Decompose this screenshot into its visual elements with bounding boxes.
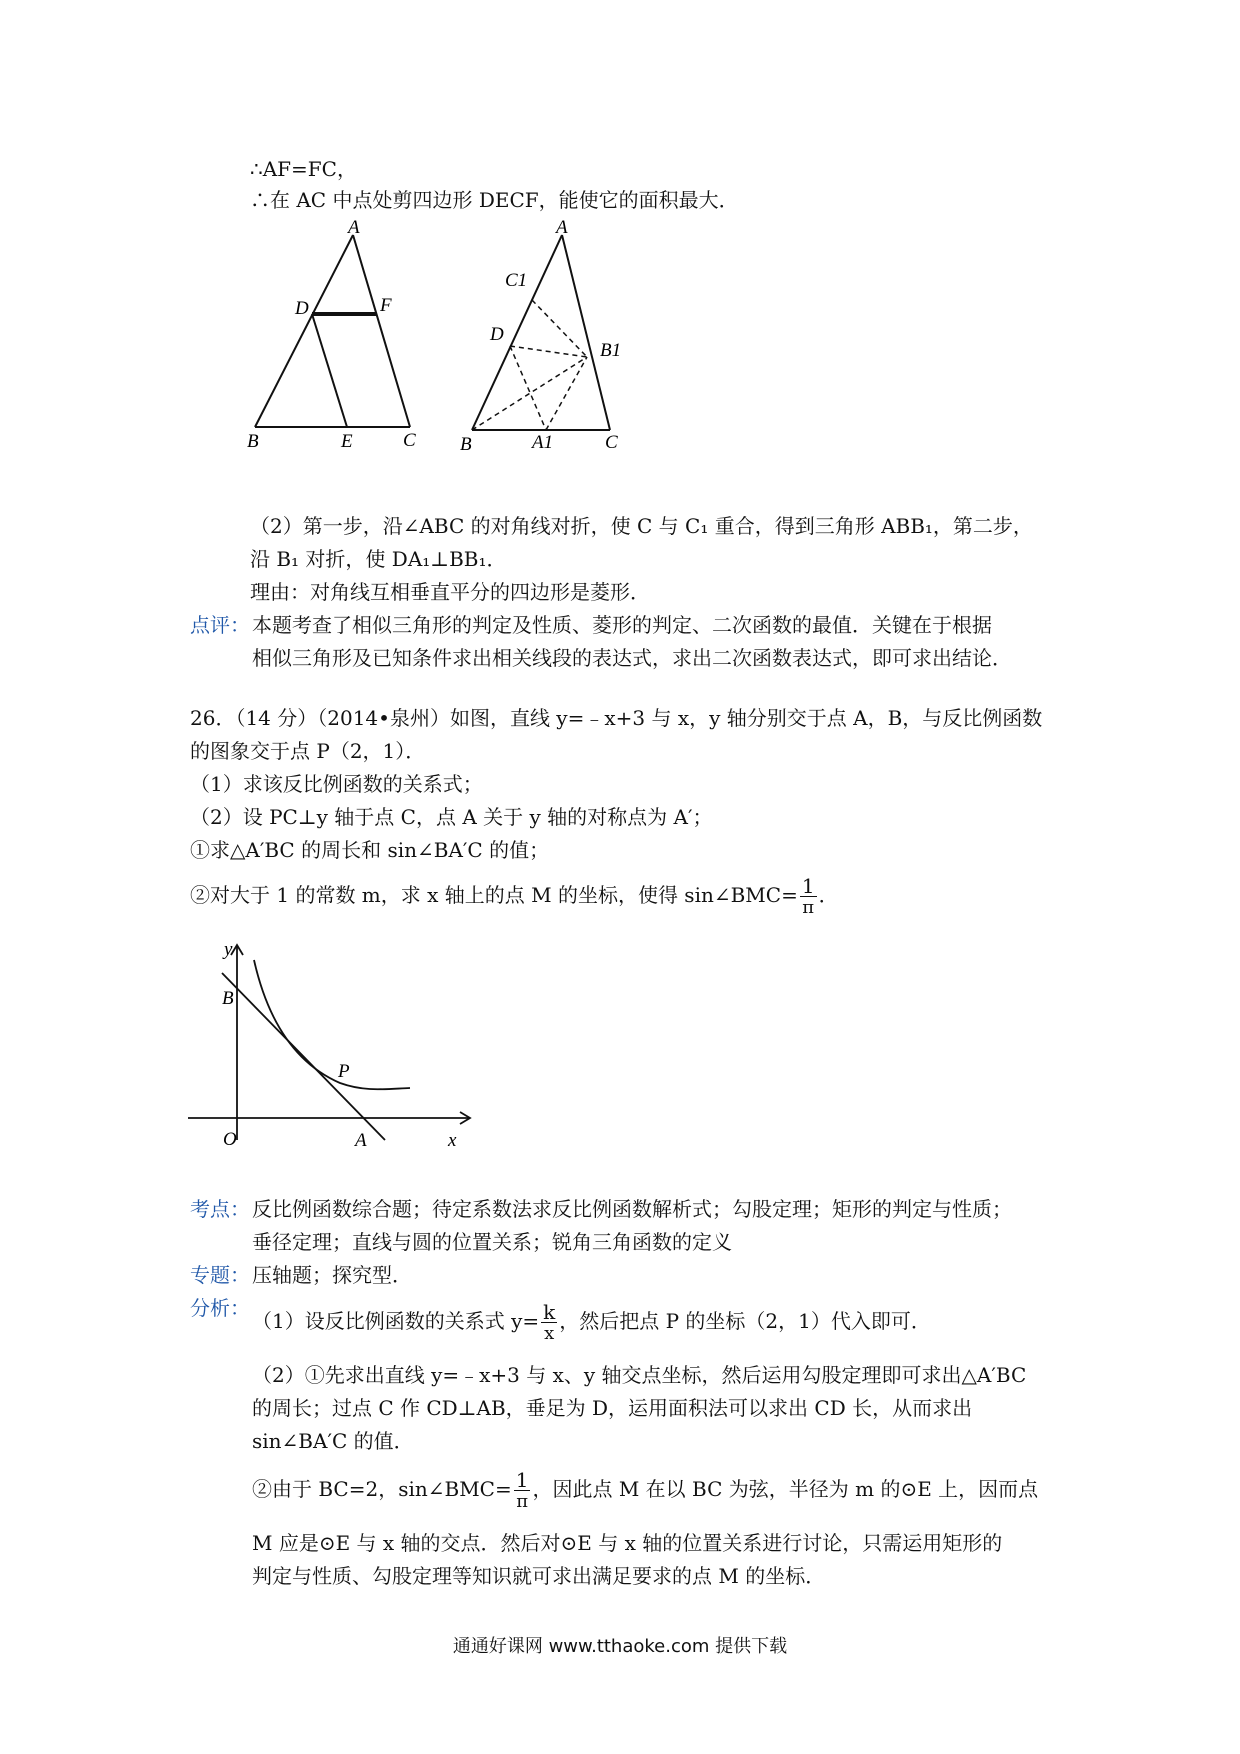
coordinate-graph — [180, 935, 480, 1150]
fig2-label-B: B — [460, 434, 472, 455]
solution-line-2: ∴在 AC 中点处剪四边形 DECF，能使它的面积最大． — [250, 188, 739, 212]
fenxi-tag: 分析： — [190, 1296, 250, 1320]
zhuanti-text: 压轴题；探究型． — [252, 1263, 412, 1287]
fig1-label-A: A — [348, 220, 360, 238]
fig1-label-E: E — [341, 431, 353, 452]
problem26-q2a: ①求△A′BC 的周长和 sin∠BA′C 的值； — [190, 838, 550, 862]
q2b-fraction — [800, 876, 817, 917]
problem26-line-2: 的图象交于点 P（2，1）． — [190, 739, 426, 763]
fenxi-p3-suffix: ，因此点 M 在以 BC 为弦，半径为 m 的⊙E 上，因而点 — [532, 1477, 1039, 1501]
fenxi-p3-line-3: 判定与性质、勾股定理等知识就可求出满足要求的点 M 的坐标． — [252, 1564, 826, 1588]
comment-line-2: 相似三角形及已知条件求出相关线段的表达式，求出二次函数表达式，即可求出结论． — [252, 646, 1012, 670]
fenxi-p1-numerator: k — [543, 1300, 556, 1324]
fig2-label-A1: A1 — [532, 432, 554, 453]
problem26-q2b — [190, 876, 839, 917]
fenxi-p3-numerator: 1 — [515, 1468, 529, 1492]
fenxi-p1 — [252, 1302, 931, 1343]
q2b-numerator: 1 — [801, 874, 815, 898]
fenxi-p1-fraction — [541, 1302, 557, 1343]
q2b-prefix: ②对大于 1 的常数 m，求 x 轴上的点 M 的坐标，使得 sin∠BMC= — [190, 883, 798, 907]
graph-label-P: P — [338, 1061, 350, 1082]
fig1-label-F: F — [380, 295, 392, 316]
fenxi-p2-line-2: 的周长；过点 C 作 CD⊥AB，垂足为 D，运用面积法可以求出 CD 长，从而求出 — [252, 1396, 973, 1420]
graph-label-B: B — [222, 988, 234, 1009]
fig2-label-B1: B1 — [600, 340, 622, 361]
fenxi-p1-suffix: ，然后把点 P 的坐标（2，1）代入即可． — [559, 1309, 931, 1333]
zhuanti-tag: 专题： — [190, 1263, 250, 1287]
q2b-suffix: ． — [818, 883, 839, 907]
fenxi-p2-line-1: （2）①先求出直线 y=﹣x+3 与 x、y 轴交点坐标，然后运用勾股定理即可求出△A′BC — [252, 1363, 1027, 1387]
graph-label-x: x — [448, 1130, 457, 1150]
fig1-label-D: D — [295, 298, 309, 319]
graph-label-A: A — [355, 1130, 367, 1150]
fenxi-p1-prefix: （1）设反比例函数的关系式 y= — [252, 1309, 540, 1333]
kaodian-line-1: 反比例函数综合题；待定系数法求反比例函数解析式；勾股定理；矩形的判定与性质； — [252, 1197, 1012, 1221]
fenxi-p3-denominator: π — [514, 1490, 531, 1511]
problem26-q2: （2）设 PC⊥y 轴于点 C，点 A 关于 y 轴的对称点为 A′； — [190, 805, 713, 829]
triangle-figure-2 — [450, 220, 650, 460]
fig1-label-B: B — [247, 431, 259, 452]
fig2-label-A: A — [556, 220, 568, 238]
kaodian-line-2: 垂径定理；直线与圆的位置关系；锐角三角函数的定义 — [252, 1230, 732, 1254]
part2-line-3: 理由：对角线互相垂直平分的四边形是菱形． — [250, 580, 650, 604]
problem26-line-1: 26．（14 分）（2014•泉州）如图，直线 y=﹣x+3 与 x，y 轴分别交于点 A，B，与反比例函数 — [190, 706, 1043, 730]
fenxi-p2-line-3: sin∠BA′C 的值． — [252, 1429, 414, 1453]
fenxi-p3 — [252, 1470, 1038, 1511]
part2-line-2: 沿 B₁ 对折，使 DA₁⊥BB₁． — [250, 547, 507, 571]
fenxi-p3-prefix: ②由于 BC=2，sin∠BMC= — [252, 1477, 512, 1501]
problem26-q1: （1）求该反比例函数的关系式； — [190, 772, 483, 796]
fenxi-p1-denominator: x — [541, 1322, 557, 1343]
fig1-label-C: C — [403, 430, 416, 451]
graph-label-y: y — [224, 939, 233, 960]
triangle-figure-1 — [245, 220, 445, 460]
fenxi-p3-line-2: M 应是⊙E 与 x 轴的交点．然后对⊙E 与 x 轴的位置关系进行讨论，只需运用矩形的 — [252, 1531, 1003, 1555]
fenxi-p3-fraction — [514, 1470, 531, 1511]
fig2-label-C: C — [605, 432, 618, 453]
solution-line-1: ∴AF=FC， — [250, 157, 357, 181]
comment-tag: 点评： — [190, 613, 250, 637]
fig2-label-D: D — [490, 324, 504, 345]
part2-line-1: （2）第一步，沿∠ABC 的对角线对折，使 C 与 C₁ 重合，得到三角形 ABB₁，第二步， — [250, 514, 1033, 538]
q2b-denominator: π — [800, 896, 817, 917]
kaodian-tag: 考点： — [190, 1197, 250, 1221]
comment-line-1: 本题考查了相似三角形的判定及性质、菱形的判定、二次函数的最值．关键在于根据 — [252, 613, 992, 637]
graph-label-O: O — [223, 1129, 237, 1150]
page-footer: 通通好课网 www.tthaoke.com 提供下载 — [452, 1636, 788, 1657]
fig2-label-C1: C1 — [505, 270, 528, 291]
